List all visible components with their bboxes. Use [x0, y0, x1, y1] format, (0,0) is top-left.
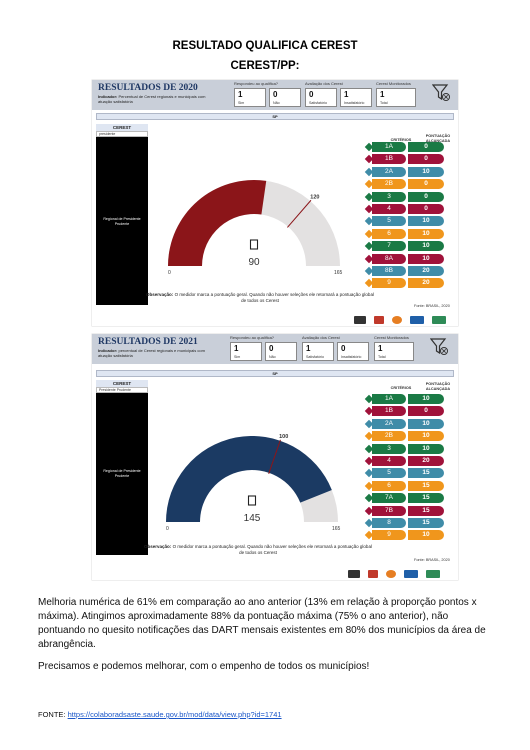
logo-icon	[392, 316, 402, 324]
criteria-row[interactable]	[366, 481, 446, 491]
kpi-satisfatorio: 0 Satisfatório	[305, 88, 337, 107]
gauge-value: 145	[243, 513, 261, 524]
gauge-min-label: 0	[166, 526, 169, 532]
logo-icon	[374, 316, 384, 324]
call-to-action: Precisamos e podemos melhorar, com o empenho de todos os municípios!	[38, 661, 370, 672]
score-header: PONTUAÇÃO ALCANÇADA	[425, 134, 451, 143]
criteria-row[interactable]	[366, 431, 446, 441]
kpi-satisfatorio: 1 Satisfatório	[302, 342, 334, 361]
criteria-row[interactable]	[366, 406, 446, 416]
criteria-code: 2B	[372, 431, 406, 441]
criteria-row[interactable]	[366, 394, 446, 404]
criteria-score: 10	[408, 431, 444, 441]
criteria-code: 8B	[372, 266, 406, 276]
criteria-score: 0	[408, 142, 444, 152]
logo-icon	[348, 570, 360, 578]
score-header: PONTUAÇÃO ALCANÇADA	[425, 382, 451, 391]
cerest-slicer-item[interactable]: Presidente Prudente	[96, 387, 148, 393]
gauge-max-label: 165	[332, 526, 341, 532]
criteria-score: 0	[408, 204, 444, 214]
criteria-score: 15	[408, 468, 444, 478]
criteria-row[interactable]	[366, 278, 446, 288]
criteria-row[interactable]	[366, 254, 446, 264]
respondeu-label: Respondeu ao qualifica?	[230, 335, 275, 340]
criteria-row[interactable]	[366, 241, 446, 251]
criteria-code: 9	[372, 530, 406, 540]
logo-icon	[410, 316, 424, 324]
criteria-score: 10	[408, 530, 444, 540]
kpi-insatisfatorio: 0 Insatisfatório	[337, 342, 369, 361]
kpi-sim: 1 Sim	[234, 88, 266, 107]
criteria-code: 5	[372, 468, 406, 478]
kpi-total: 1 Total	[374, 342, 414, 361]
criteria-code: 4	[372, 204, 406, 214]
criteria-header: CRITÉRIOS	[390, 138, 412, 142]
criteria-row[interactable]	[366, 192, 446, 202]
document-subtitle: CEREST/PP:	[230, 60, 300, 72]
criteria-score: 0	[408, 406, 444, 416]
cerest-slicer-header: CEREST	[96, 124, 148, 131]
criteria-score: 10	[408, 394, 444, 404]
indicator-text: Indicador: percentual de Cerest regionais e municipais com atuação satisfatória	[98, 348, 205, 358]
criteria-code: 7B	[372, 506, 406, 516]
regional-label-2: Prudente	[114, 222, 130, 226]
document-title: RESULTADO QUALIFICA CEREST	[172, 40, 358, 52]
cerest-map	[96, 393, 148, 555]
criteria-score: 10	[408, 444, 444, 454]
criteria-score: 20	[408, 456, 444, 466]
cerest-slicer	[96, 124, 148, 305]
gauge-target-label: 120	[310, 194, 320, 201]
criteria-score: 10	[408, 216, 444, 226]
criteria-score: 15	[408, 481, 444, 491]
cerest-slicer-header: CEREST	[96, 380, 148, 387]
gauge-target-label: 100	[279, 433, 289, 440]
gauge-observation: Observação: O medidor marca a pontuação geral. Quando não houver seleções ele retornará a pontuação global de todos os Cerest	[144, 544, 372, 555]
criteria-score: 20	[408, 266, 444, 276]
dashboard-header	[92, 80, 458, 110]
regional-label-2: Prudente	[114, 474, 130, 478]
criteria-code: 2A	[372, 167, 406, 177]
criteria-code: 1B	[372, 406, 406, 416]
kpi-insatisfatorio: 1 Insatisfatório	[340, 88, 372, 107]
criteria-score: 15	[408, 493, 444, 503]
panel-source: Fonte: BRASIL, 2020	[414, 304, 450, 308]
value-glyph-icon	[251, 240, 258, 249]
criteria-row[interactable]	[366, 530, 446, 540]
criteria-row[interactable]	[366, 456, 446, 466]
criteria-score: 10	[408, 229, 444, 239]
criteria-row[interactable]	[366, 518, 446, 528]
criteria-score: 15	[408, 506, 444, 516]
criteria-row[interactable]	[366, 142, 446, 152]
source-line: FONTE: https://colaboradsaste.saude.gov.br/mod/data/view.php?id=1741	[38, 710, 282, 719]
criteria-code: 9	[372, 278, 406, 288]
dashboard-2020	[92, 80, 458, 326]
criteria-code: 1B	[372, 154, 406, 164]
kpi-nao: 0 Não	[265, 342, 297, 361]
criteria-row[interactable]	[366, 444, 446, 454]
monitorados-label: Cerest Monitorados	[374, 335, 409, 340]
criteria-score: 10	[408, 241, 444, 251]
criteria-code: 2A	[372, 419, 406, 429]
criteria-row[interactable]	[366, 179, 446, 189]
cerest-map	[96, 137, 148, 305]
value-glyph-icon	[249, 496, 256, 505]
criteria-row[interactable]	[366, 154, 446, 164]
criteria-code: 7	[372, 241, 406, 251]
criteria-code: 3	[372, 444, 406, 454]
avaliacao-label: Avaliação dos Cerest	[302, 335, 340, 340]
criteria-score: 20	[408, 278, 444, 288]
criteria-score: 10	[408, 419, 444, 429]
criteria-row[interactable]	[366, 216, 446, 226]
year-title: RESULTADOS DE 2021	[98, 337, 198, 347]
indicator-text: Indicador: Percentual de Cerest regionais e municipais com atuação satisfatória	[98, 94, 206, 104]
criteria-row[interactable]	[366, 506, 446, 516]
criteria-row[interactable]	[366, 229, 446, 239]
criteria-row[interactable]	[366, 468, 446, 478]
dashboard-header	[92, 334, 458, 364]
filter-clear-icon[interactable]	[432, 83, 450, 103]
analysis-paragraph: Melhoria numérica de 61% em comparação ao ano anterior (13% em relação à proporção pontos x máxima). Atingimos aproximadamente 88% da pontuação máxima (75% o ano anterior), não pontuando no quesito notificações das DART mensais existentes em 80% dos municípios da área de abrangência.	[38, 597, 486, 650]
criteria-score: 0	[408, 179, 444, 189]
criteria-header: CRITÉRIOS	[390, 386, 412, 390]
criteria-score: 0	[408, 192, 444, 202]
uf-filter-bar[interactable]: SP	[96, 370, 454, 377]
logo-icon	[354, 316, 366, 324]
filter-clear-icon[interactable]	[430, 337, 448, 357]
criteria-score: 10	[408, 167, 444, 177]
criteria-score: 10	[408, 254, 444, 264]
score-gauge	[142, 426, 362, 538]
gauge-min-label: 0	[168, 270, 171, 276]
criteria-row[interactable]	[366, 419, 446, 429]
regional-label-1: Regional de Presidente	[103, 217, 141, 221]
criteria-score: 0	[408, 154, 444, 164]
logo-icon	[404, 570, 418, 578]
gauge-max-label: 165	[334, 270, 343, 276]
source-link[interactable]: https://colaboradsaste.saude.gov.br/mod/data/view.php?id=1741	[67, 710, 282, 719]
kpi-total: 1 Total	[376, 88, 416, 107]
criteria-code: 4	[372, 456, 406, 466]
gauge-value: 90	[248, 257, 260, 268]
criteria-code: 2B	[372, 179, 406, 189]
logo-icon	[368, 570, 378, 578]
cerest-slicer	[96, 380, 148, 555]
logo-icon	[432, 316, 446, 324]
regional-label-1: Regional de Presidente	[103, 469, 141, 473]
kpi-nao: 0 Não	[269, 88, 301, 107]
criteria-code: 7A	[372, 493, 406, 503]
criteria-code: 3	[372, 192, 406, 202]
gauge-observation: Observação: O medidor marca a pontuação geral. Quando não houver seleções ele retornará a pontuação global de todos os Cerest	[146, 292, 374, 303]
monitorados-label: Cerest Monitorados	[376, 81, 411, 86]
criteria-row[interactable]	[366, 167, 446, 177]
avaliacao-label: Avaliação dos Cerest	[305, 81, 343, 86]
logo-icon	[426, 570, 440, 578]
criteria-score: 15	[408, 518, 444, 528]
respondeu-label: Respondeu ao qualifica?	[234, 81, 279, 86]
criteria-code: 6	[372, 481, 406, 491]
criteria-code: 1A	[372, 142, 406, 152]
criteria-code: 5	[372, 216, 406, 226]
year-title: RESULTADOS DE 2020	[98, 83, 198, 93]
kpi-sim: 1 Sim	[230, 342, 262, 361]
logo-icon	[386, 570, 396, 578]
score-gauge	[144, 170, 364, 282]
criteria-row[interactable]	[366, 204, 446, 214]
criteria-code: 8	[372, 518, 406, 528]
cerest-slicer-item[interactable]: presidente	[96, 131, 148, 137]
panel-source: Fonte: BRASIL, 2020	[414, 558, 450, 562]
uf-filter-bar[interactable]: SP	[96, 113, 454, 120]
criteria-code: 6	[372, 229, 406, 239]
criteria-row[interactable]	[366, 493, 446, 503]
criteria-code: 1A	[372, 394, 406, 404]
criteria-row[interactable]	[366, 266, 446, 276]
criteria-code: 8A	[372, 254, 406, 264]
